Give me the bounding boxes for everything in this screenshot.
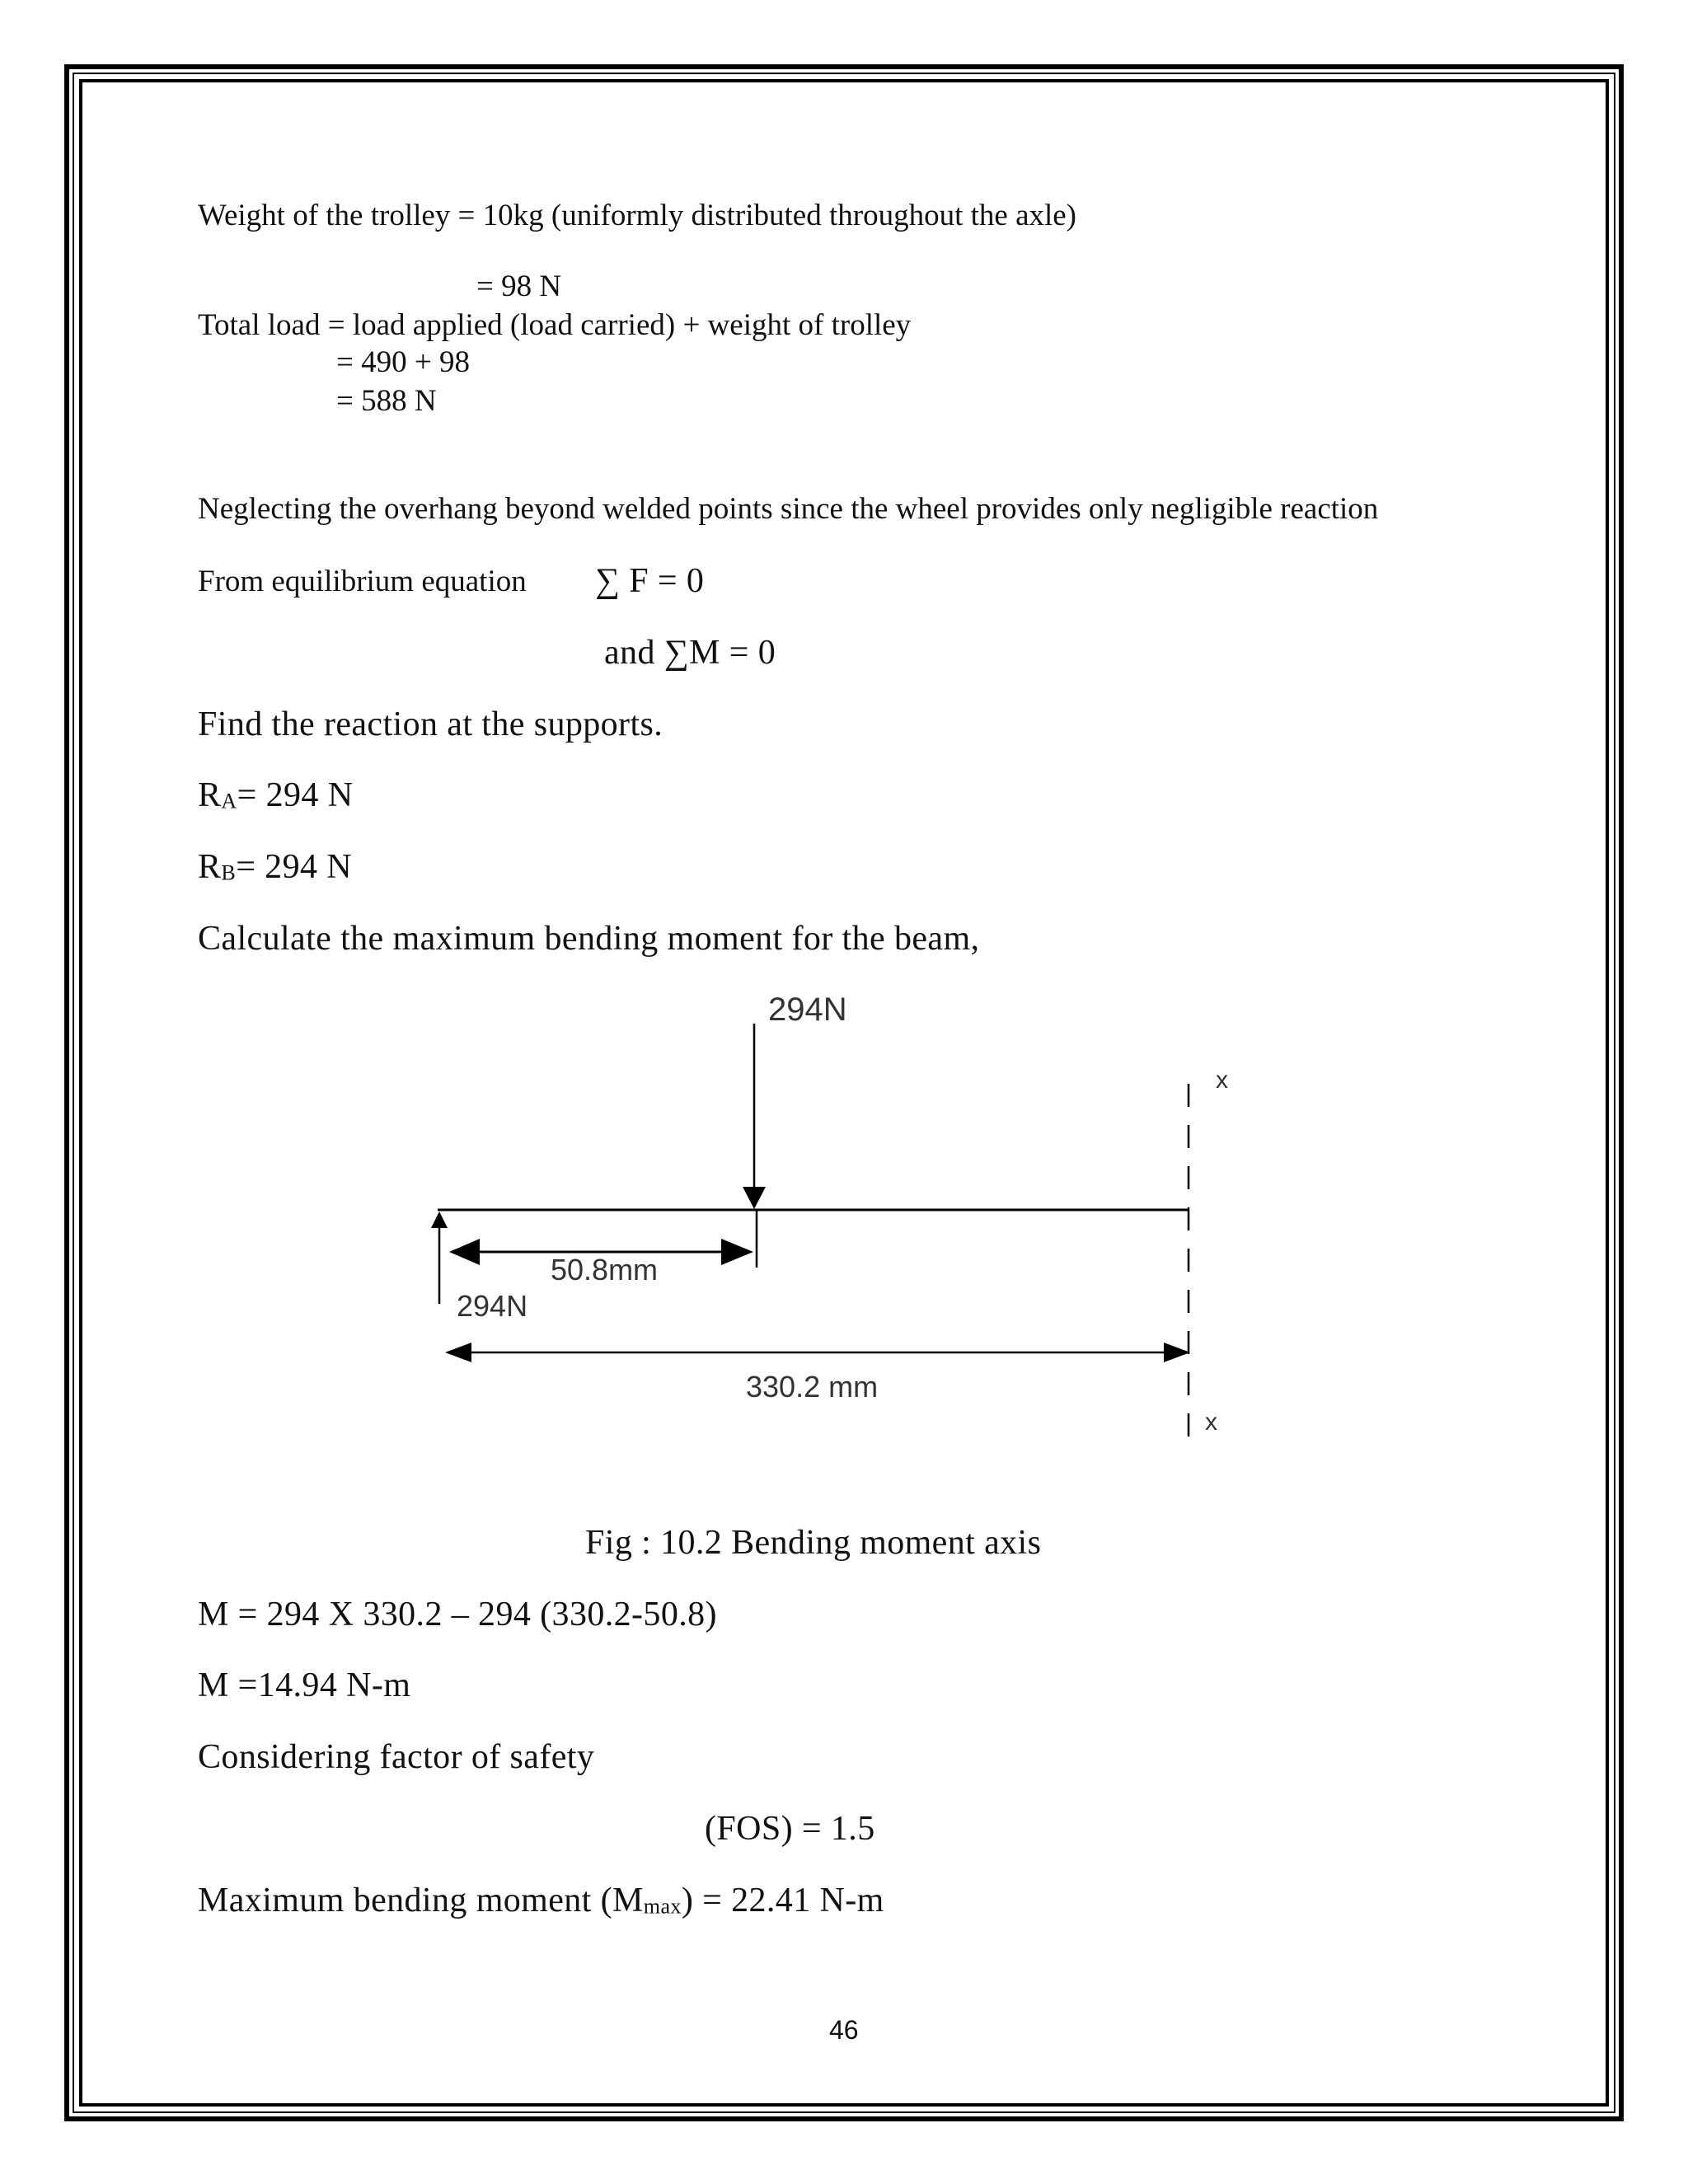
calc-bending-moment-line: Calculate the maximum bending moment for the beam,	[198, 920, 980, 958]
diagram-reaction-label: 294N	[457, 1289, 528, 1323]
factor-of-safety-value: (FOS) = 1.5	[705, 1810, 875, 1848]
diagram-short-dimension-label: 50.8mm	[551, 1253, 659, 1286]
factor-of-safety-label: Considering factor of safety	[198, 1738, 595, 1776]
reaction-b: $R_B= 294$ N	[198, 848, 353, 886]
diagram-axis-label-bottom: x	[1205, 1408, 1217, 1436]
reaction-a: $R_A= 294$ N	[198, 776, 354, 814]
trolley-weight-newtons: = 98 N	[476, 269, 562, 303]
diagram-load-label: 294N	[768, 991, 847, 1028]
long-dimension-left-arrowhead	[445, 1343, 471, 1362]
reaction-arrow-head	[431, 1212, 448, 1228]
max-bending-moment-line: Maximum bending moment $(M_{max}) = 22.41$ N-m	[198, 1882, 884, 1919]
moment-result: M =14.94 N-m	[198, 1666, 411, 1704]
beam-diagram	[412, 981, 1253, 1451]
equilibrium-moment: and ∑M = 0	[604, 634, 776, 672]
trolley-weight-line: Weight of the trolley = 10kg (uniformly distributed throughout the axle)	[198, 199, 1077, 232]
load-arrow-head	[743, 1187, 766, 1209]
find-reaction-line: Find the reaction at the supports.	[198, 705, 663, 743]
total-load-result: = 588 N	[336, 384, 437, 418]
figure-caption: Fig : 10.2 Bending moment axis	[585, 1524, 1042, 1562]
total-load-sum: = 490 + 98	[336, 345, 470, 379]
total-load-line: Total load = load applied (load carried) + weight of trolley	[198, 308, 912, 342]
diagram-long-dimension-label: 330.2 mm	[746, 1370, 879, 1404]
page-number: 46	[829, 2015, 859, 2045]
short-dimension-left-arrowhead	[449, 1239, 480, 1265]
long-dimension-right-arrowhead	[1164, 1343, 1190, 1362]
equilibrium-label: From equilibrium equation	[198, 565, 527, 598]
short-dimension-right-arrowhead	[721, 1239, 753, 1265]
moment-equation: M = 294 X 330.2 – 294 (330.2-50.8)	[198, 1596, 717, 1633]
equilibrium-force: ∑ F = 0	[595, 562, 705, 600]
neglecting-line: Neglecting the overhang beyond welded points since the wheel provides only negligible reaction	[198, 492, 1379, 526]
diagram-axis-label-top: x	[1216, 1066, 1228, 1094]
